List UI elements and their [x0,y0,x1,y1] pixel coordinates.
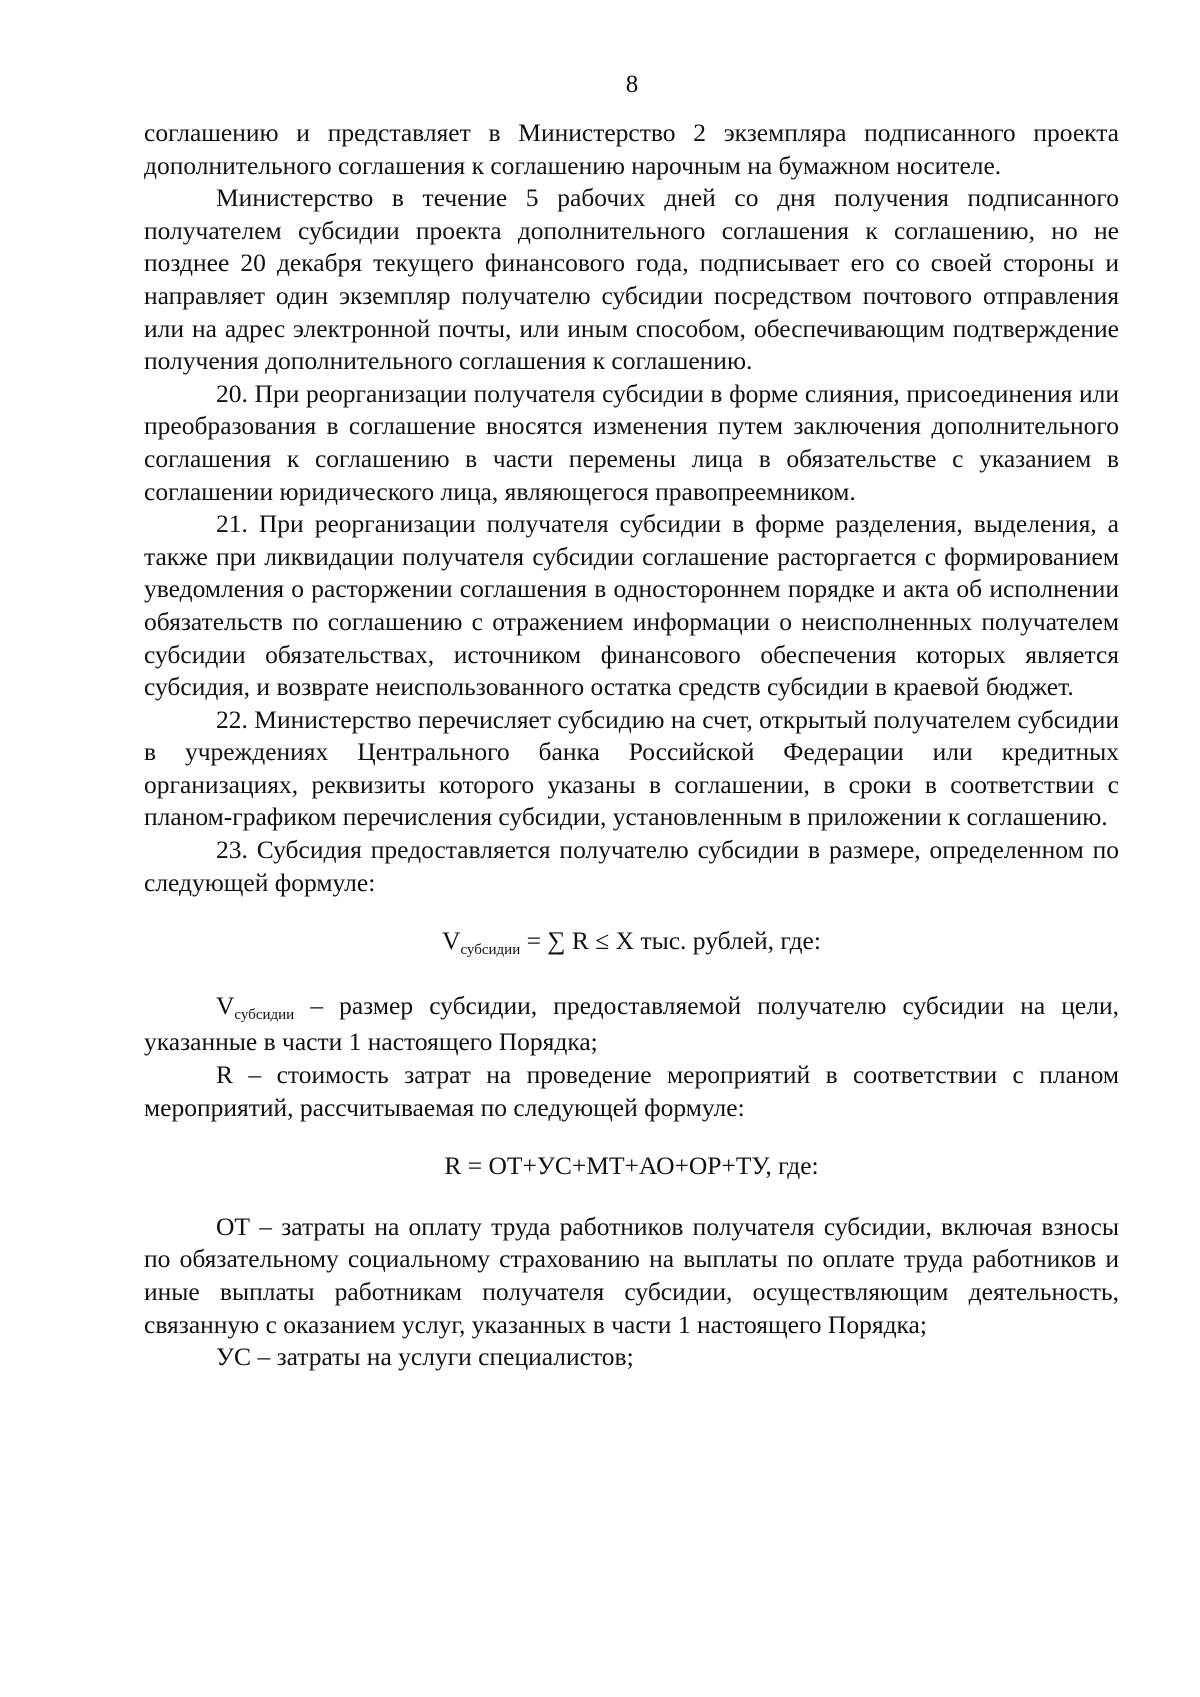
definition-r: R – стоимость затрат на проведение мероприятий в соответствии с планом мероприятий, рассчитываемая по следующей формуле: [144,1060,1119,1122]
definition-v-subsidy [144,990,1119,1059]
paragraph-21-reorganization-division: 21. При реорганизации получателя субсидии в форме разделения, выделения, а также при ликвидации получателя субсидии соглашение расторгается с формированием уведомления о расторжении соглашения в одностороннем порядке и акта об исполнении обязательств по соглашению с отражением информации о неисполненных получателем субсидии обязательствах, источником финансового обеспечения которых является субсидия, и возврате неиспользованного остатка средств субсидии в краевой бюджет. [144,509,1119,702]
paragraph-23-subsidy-size: 23. Субсидия предоставляется получателю субсидии в размере, определенном по следующей формуле: [144,835,1119,897]
paragraph-20-reorganization-merger: 20. При реорганизации получателя субсидии в форме слияния, присоединения или преобразования в соглашение вносятся изменения путем заключения дополнительного соглашения к соглашению в части перемены лица в обязательстве с указанием в соглашении юридического лица, являющегося правопреемником. [144,378,1119,506]
definition-v-text: – размер субсидии, предоставляемой получателю субсидии на цели, указанные в части 1 настоящего Порядка; [144,990,1119,1057]
definition-us: УС – затраты на услуги специалистов; [216,1342,634,1372]
paragraph-continuation: соглашению и представляет в Министерство 2 экземпляра подписанного проекта дополнительного соглашения к соглашению нарочным на бумажном носителе. [144,118,1119,180]
paragraph-ministry-signing: Министерство в течение 5 рабочих дней со дня получения подписанного получателем субсидии проекта дополнительного соглашения к соглашению, но не позднее 20 декабря текущего финансового года, подписывает его со своей стороны и направляет один экземпляр получателю субсидии посредством почтового отправления или на адрес электронной почты, или иным способом, обеспечивающим подтверждение получения дополнительного соглашения к соглашению. [144,183,1119,376]
formula-v-rest: = ∑ R ≤ X тыс. рублей, где: [520,926,821,956]
formula-v-subscript: субсидии [460,942,521,959]
document-body [144,117,1119,1374]
definition-v-symbol: V [216,990,235,1020]
definition-ot: ОТ – затраты на оплату труда работников получателя субсидии, включая взносы по обязательному социальному страхованию на выплаты по оплате труда работников и иные выплаты работникам получателя субсидии, осуществляющим деятельность, связанную с оказанием услуг, указанных в части 1 настоящего Порядка; [144,1211,1119,1339]
formula-r-cost: R = ОТ+УС+МТ+АО+ОР+ТУ, где: [444,1151,819,1181]
definition-v-subscript: субсидии [234,1006,295,1023]
page-number: 8 [625,71,639,98]
formula-subsidy-volume [144,925,1119,962]
paragraph-22-transfer: 22. Министерство перечисляет субсидию на счет, открытый получателем субсидии в учреждениях Центрального банка Российской Федерации или кредитных организациях, реквизиты которого указаны в соглашении, в сроки в соответствии с планом-графиком перечисления субсидии, установленным в приложении к соглашению. [144,704,1119,832]
formula-v-symbol: V [442,926,461,956]
